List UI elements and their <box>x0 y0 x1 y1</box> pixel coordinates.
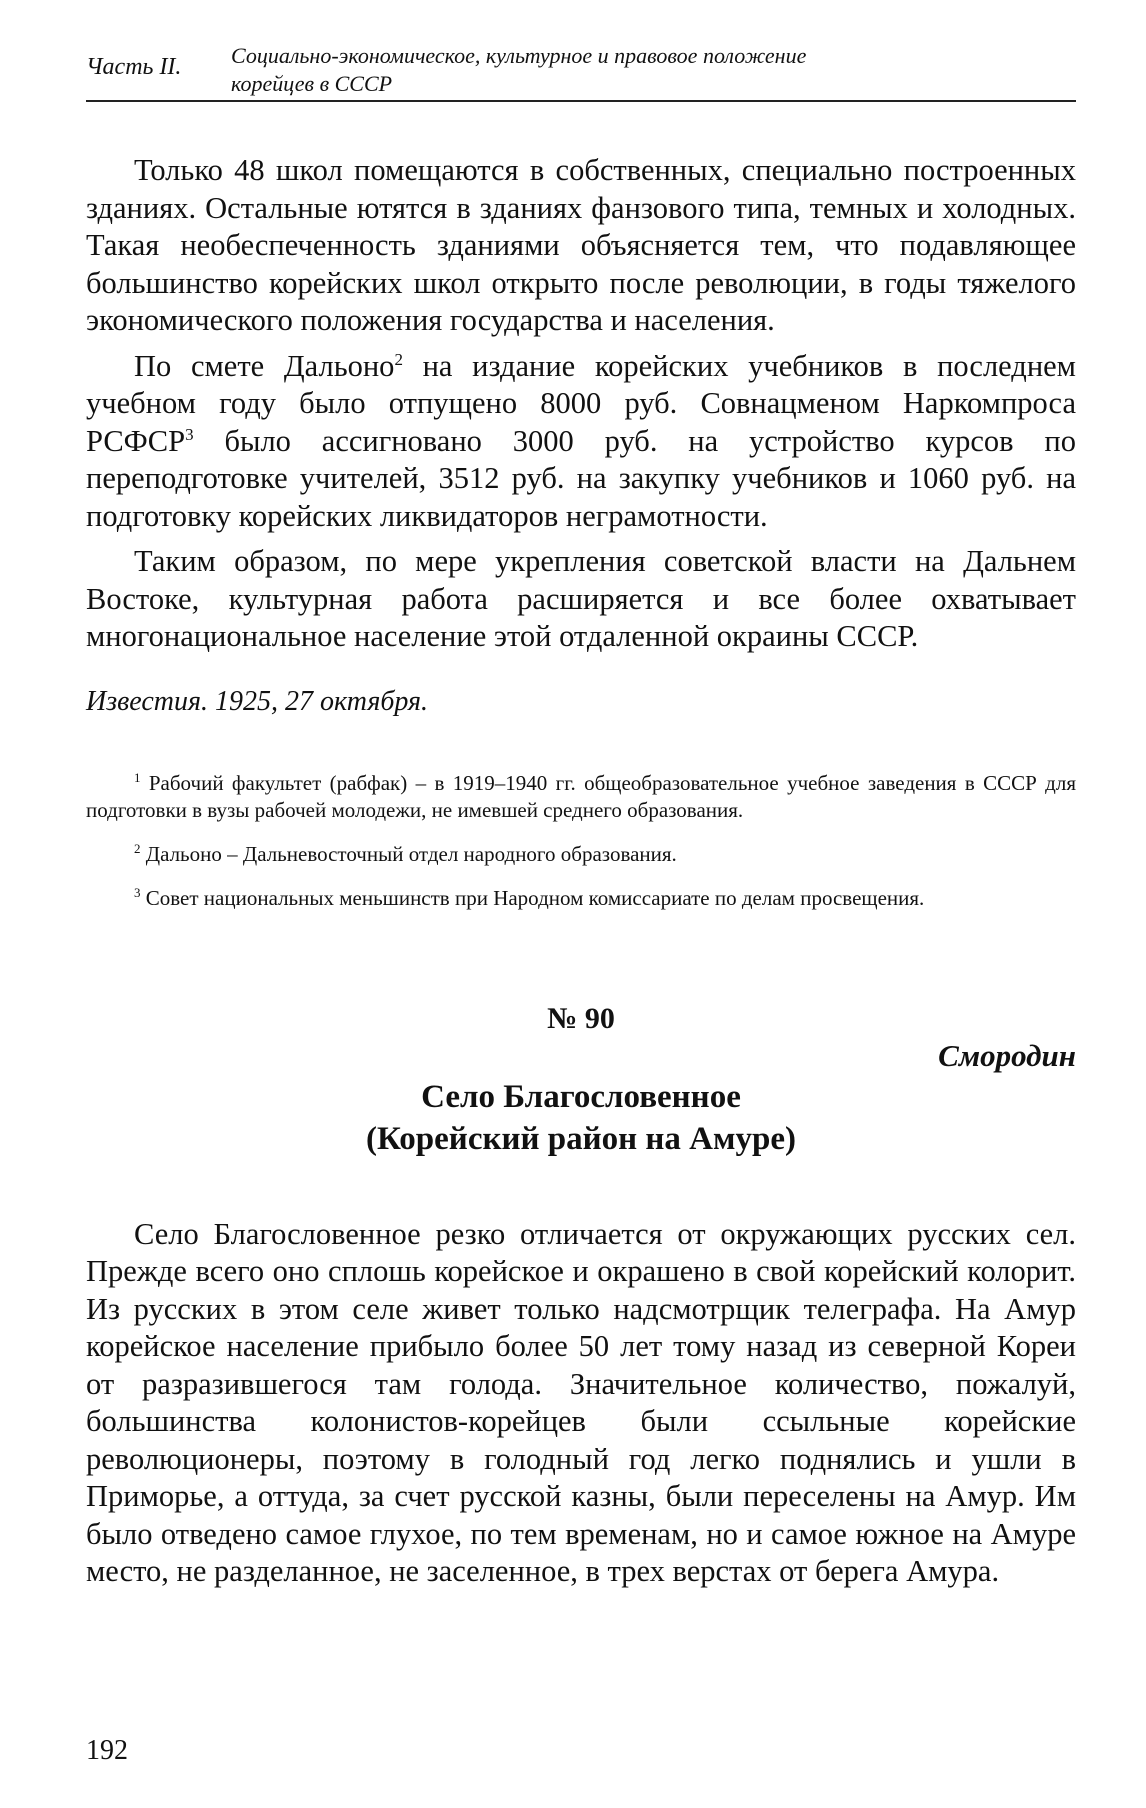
part-label: Часть II. <box>86 54 182 80</box>
running-title <box>231 42 806 98</box>
document-number: № 90 <box>547 1001 615 1035</box>
footnote-mark: 1 <box>134 769 141 785</box>
paragraph: Село Благословенное резко отличается от окружающих русских сел. Прежде всего оно сплошь корейское и окрашено в свой корейский колорит. Из русских в этом селе живет только надсмотрщик телеграфа. На Амур корейское население прибыло более 50 лет тому назад из северной Кореи от разразившегося там голода. Значительное количество, пожалуй, большинства колонистов-корейцев были ссыльные корейские революционеры, поэтому в голодный год легко поднялись и ушли в Приморье, а оттуда, за счет русской казны, были переселены на Амур. Им было отведено самое глухое, по тем временам, но и самое южное на Амуре место, не разделанное, не заселенное, в трех верстах от берега Амура. <box>86 1216 1076 1588</box>
footnote <box>86 835 1076 868</box>
paragraph <box>86 348 1076 536</box>
footnote-ref: 2 <box>394 349 403 369</box>
running-title-line-2: корейцев в СССР <box>231 71 393 96</box>
document-title <box>86 1076 1076 1160</box>
book-page <box>86 30 1076 1780</box>
page-number: 192 <box>86 1735 128 1766</box>
paragraph: Только 48 школ помещаются в собственных, специально построенных зданиях. Остальные ютятся в зданиях фанзового типа, темных и холодных. Такая необеспеченность зданиями объясняется тем, что подавляющее большинство корейских школ открыто после революции, в годы тяжелого экономического положения государства и населения. <box>86 153 1076 337</box>
footnote <box>86 879 1076 912</box>
source-citation: Известия. 1925, 27 октября. <box>86 685 429 717</box>
paragraph: Таким образом, по мере укрепления советской власти на Дальнем Востоке, культурная работа расширяется и все более охватывает многонациональное население этой отдаленной окраины СССР. <box>86 544 1076 653</box>
footnotes <box>86 764 1076 912</box>
document-author: Смородин <box>938 1037 1076 1073</box>
footnote <box>86 764 1076 824</box>
paragraph-text: на издание корейских учебников в последнем учебном году было отпущено 8000 руб. Совнацменом Наркомпроса РСФСР <box>86 348 1076 458</box>
document-title-line-1: Село Благословенное <box>421 1078 741 1115</box>
document-text <box>86 1216 1076 1591</box>
footnote-text: Дальоно – Дальневосточный отдел народного образования. <box>145 841 677 866</box>
previous-document-text <box>86 152 1076 656</box>
footnote-text: Рабочий факультет (рабфак) – в 1919–1940 гг. общеобразовательное учебное заведения в СССР для подготовки в вузы рабочей молодежи, не имевшей среднего образования. <box>86 770 1076 822</box>
running-title-line-1: Социально-экономическое, культурное и правовое положение <box>231 43 807 68</box>
footnote-mark: 3 <box>134 884 141 900</box>
footnote-text: Совет национальных меньшинств при Народном комиссариате по делам просвещения. <box>145 885 925 910</box>
running-header <box>86 30 1076 102</box>
paragraph-text: По смете Дальоно <box>134 348 395 383</box>
document-title-line-2: (Корейский район на Амуре) <box>366 1120 796 1157</box>
footnote-mark: 2 <box>134 840 141 856</box>
footnote-ref: 3 <box>185 424 194 444</box>
paragraph-text: было ассигновано 3000 руб. на устройство курсов по переподготовке учителей, 3512 руб. на закупку учебников и 1060 руб. на подготовку корейских ликвидаторов неграмотности. <box>86 423 1076 533</box>
